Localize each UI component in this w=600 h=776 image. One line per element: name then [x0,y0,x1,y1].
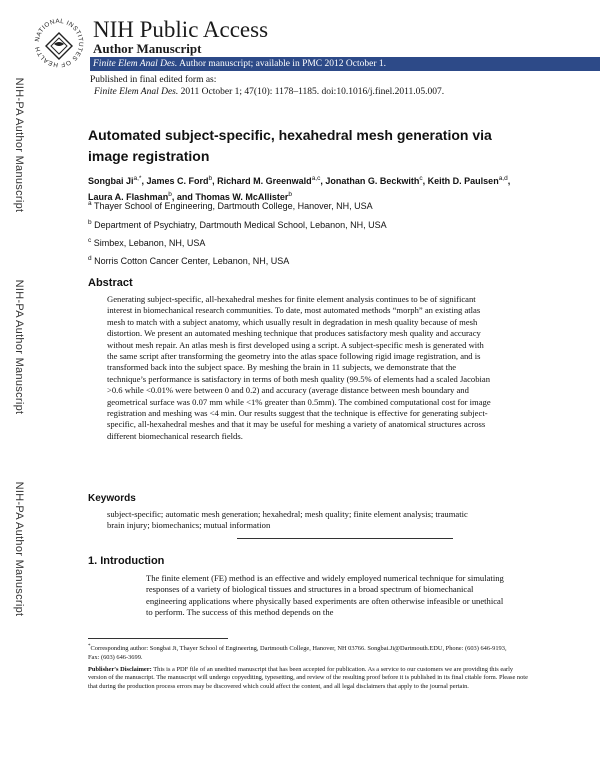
author: James C. Ford [146,176,209,186]
citation [94,87,444,97]
citation-details: 2011 October 1; 47(10): 1178–1185. doi:10.1016/j.finel.2011.05.007. [180,87,445,97]
header-title: NIH Public Access [93,17,269,42]
abstract-body: Generating subject-specific, all-hexahedral meshes for finite element analysis continues to be of significant interest in biomechanical research communities. To date, most automated methods “morph” an existing atlas mesh to match with a subject anatomy, which usually result in degradation in mesh quality because of mesh distortion. We present an automated meshing technique that produces satisfactory mesh quality and accuracy without mesh repair. An atlas mesh is first developed using a script. A subject-specific mesh is generated with the same script after transforming the geometry into the atlas space following rigid image registration, and is transformed back into the subject space. By meshing the brain in 11 subjects, we demonstrate that the technique’s performance is satisfactory in terms of both mesh quality (99.5% of elements had a scaled Jacobian >0.6 while <0.01% were between 0 and 0.2) and accuracy (average distance between mesh boundary and geometrical surface was 0.07 mm while <1% greater than 0.5mm). The combined computational cost for image registration and meshing was <4 min. Our results suggest that the technique is effective for generating subject-specific, all-hexahedral meshes and that it may be useful for meshing a variety of anatomical structures across different biomechanical research fields. [107,294,491,441]
bar-availability: Author manuscript; available in PMC 2012 October 1. [179,59,386,69]
author: Laura A. Flashman [88,192,169,202]
keywords-heading: Keywords [88,493,136,504]
nih-logo [30,14,88,72]
section-divider [237,538,453,539]
affiliation: $^c$ Simbex, Lebanon, NH, USA [88,237,206,248]
keywords-body: subject-specific; automatic mesh generation; hexahedral; mesh quality; finite element analysis; traumatic brain injury; biomechanics; mutual information [107,509,468,530]
nih-seal-icon [30,14,88,72]
header-bar [90,57,600,71]
published-label: Published in final edited form as: [90,75,217,85]
affiliation: $^b$ Department of Psychiatry, Dartmouth Medical School, Lebanon, NH, USA [88,219,387,230]
affiliation: $^a$ Thayer School of Engineering, Dartmouth College, Hanover, NH, USA [88,200,373,211]
sidebar-label-3: NIH-PA Author Manuscript [13,481,25,617]
abstract-heading: Abstract [88,277,133,289]
corresponding-author-footnote: *Corresponding author: Songbai Ji, Thayer School of Engineering, Dartmouth College, Hanover, NH 03766. Songbai.Ji@Dartmouth.EDU, Phone: (603) 646-9193, Fax: (603) 646-3699. [88,644,507,661]
author: Songbai Ji [88,176,134,186]
author-list: Songbai $Ji^{a,*}$, James C. Ford$^b$, Richard M. Greenwald$^{a,c}$, Jonathan G. Beckwith$^c$, Keith D. Paulsen$^{a,d}$, Laura A. Flashman$^b$, and Thomas W. McAllister$^b$ [88,175,511,202]
header-subtitle: Author Manuscript [93,41,202,56]
intro-heading: 1. Introduction [88,555,165,567]
affiliation: $^d$ Norris Cotton Cancer Center, Lebanon, NH, USA [88,255,290,266]
author: Richard M. Greenwald [217,176,312,186]
svg-text:NATIONAL INSTITUTES OF HEALTH: NATIONAL INSTITUTES OF HEALTH [33,17,85,69]
citation-journal: Finite Elem Anal Des. [94,87,179,97]
sidebar-label-2: NIH-PA Author Manuscript [13,279,25,415]
author: Keith D. Paulsen [427,176,499,186]
author: Thomas W. McAllister [195,192,289,202]
bar-journal: Finite Elem Anal Des. [93,59,178,69]
publisher-disclaimer: Publisher's Disclaimer: This is a PDF file of an unedited manuscript that has been accepted for publication. As a service to our customers we are providing this early version of the manuscript. The manuscript will undergo copyediting, typesetting, and review of the resulting proof before it is published in its final citable form. Please note that during the production process errors may be discovered which could affect the content, and all legal disclaimers that apply to the journal pertain. [88,666,528,690]
footnote-divider [88,638,228,639]
paper-title: Automated subject-specific, hexahedral mesh generation via image registration [88,127,492,164]
sidebar-label-1: NIH-PA Author Manuscript [13,77,25,213]
intro-body: The finite element (FE) method is an effective and widely employed numerical technique for simulating responses of a variety of biological tissues and structures in a broad spectrum of biomechanical engineering applications where physically based experiments are often otherwise infeasible or unethical to perform. The success of this method depends on the [146,573,504,618]
author: Jonathan G. Beckwith [325,176,420,186]
header-bar-text [93,57,386,71]
